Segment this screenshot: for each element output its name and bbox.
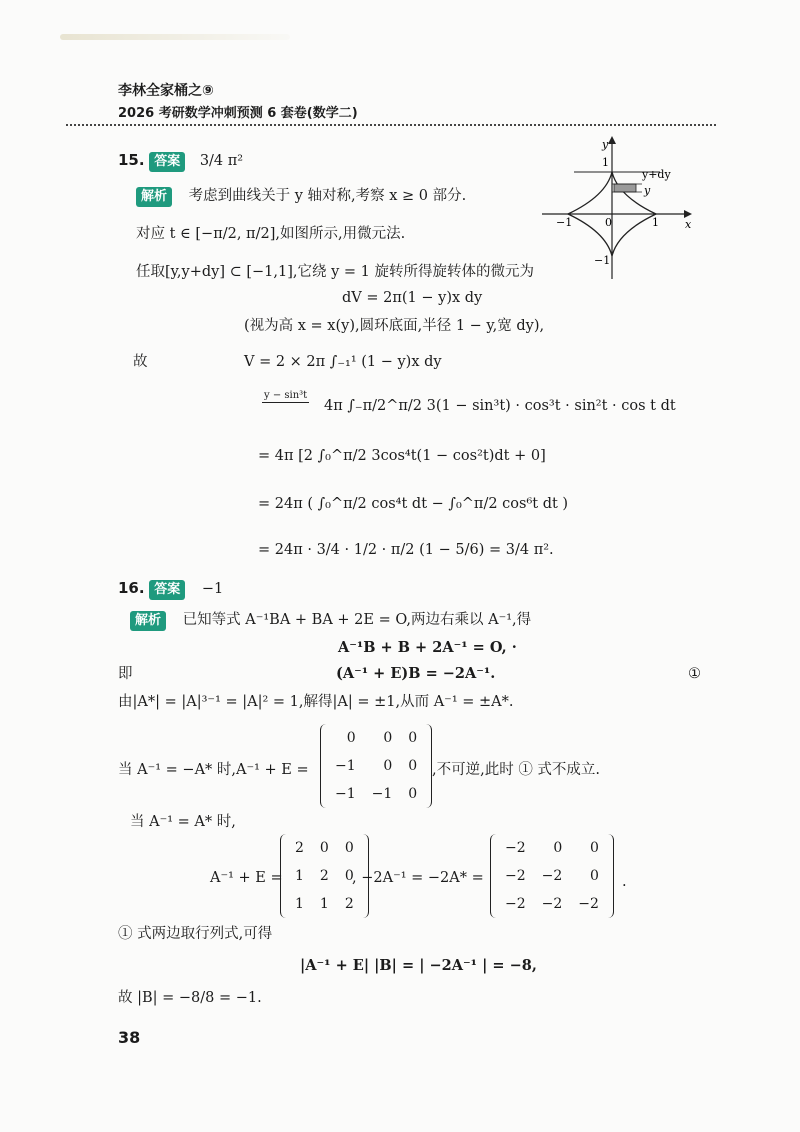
q16-answer-tag: 答案: [149, 580, 185, 600]
q16-answer: −1: [201, 581, 224, 597]
q16-heading: [118, 578, 223, 600]
q16-eq-1: A⁻¹B + B + 2A⁻¹ = O, ·: [338, 639, 517, 656]
q15-heading: [118, 150, 243, 172]
q15-line-3: 任取[y,y+dy] ⊂ [−1,1],它绕 y = 1 旋转所得旋转体的微元为: [136, 264, 535, 280]
strip-element: [614, 184, 636, 192]
tick-one-right: 1: [652, 216, 659, 229]
q16-case-1-left: 当 A⁻¹ = −A* 时,A⁻¹ + E =: [118, 762, 309, 778]
q16-number: 16.: [118, 579, 145, 597]
q15-number: 15.: [118, 151, 145, 169]
q16-line-1: 解析 已知等式 A⁻¹BA + BA + 2E = O,两边右乘以 A⁻¹,得: [130, 610, 531, 631]
header-title: 2026 考研数学冲刺预测 6 套卷(数学二): [118, 106, 358, 121]
scan-edge-decoration: [60, 34, 290, 40]
tick-neg-one-bottom: −1: [594, 254, 611, 267]
q16-eq-marker: ①: [688, 666, 701, 682]
label-axis-x: x: [685, 218, 692, 231]
x-axis-arrow-icon: [684, 210, 692, 218]
tick-neg-one-left: −1: [556, 216, 573, 229]
q16-eq-3-end: .: [622, 874, 627, 890]
label-y-dy: y+dy: [642, 168, 671, 181]
q16-analysis-tag: 解析: [130, 611, 166, 631]
q16-eq-2: (A⁻¹ + E)B = −2A⁻¹.: [336, 665, 496, 682]
q15-eq-4: = 24π ( ∫₀^π/2 cos⁴t dt − ∫₀^π/2 cos⁶t dt ): [258, 496, 569, 512]
q16-case-2: 当 A⁻¹ = A* 时,: [130, 814, 236, 830]
q16-line-2: 由|A*| = |A|³⁻¹ = |A|² = 1,解得|A| = ±1,从而 A⁻¹ = ±A*.: [118, 694, 514, 710]
label-y: y: [644, 184, 651, 197]
q15-figure: [534, 134, 704, 284]
tick-zero: 0: [605, 216, 612, 229]
label-axis-y: y: [602, 138, 609, 151]
q16-eq-3-left: A⁻¹ + E =: [210, 870, 283, 886]
q16-matrix-a: 0 0 0 −1 0 0 −1 −1 0: [320, 724, 432, 808]
q15-formula-dV: dV = 2π(1 − y)x dy: [342, 290, 483, 306]
q16-matrix-b: 2 0 0 1 2 0 1 1 2: [280, 834, 369, 918]
q15-line-1: 解析 考虑到曲线关于 y 轴对称,考察 x ≥ 0 部分.: [136, 186, 466, 207]
q15-therefore: 故: [133, 354, 148, 370]
header-divider: [66, 124, 716, 126]
q15-analysis-tag: 解析: [136, 187, 172, 207]
q15-eq-2: 4π ∫₋π/2^π/2 3(1 − sin³t) · cos³t · sin²t · cos t dt: [324, 398, 676, 414]
y-axis-arrow-icon: [608, 136, 616, 144]
tick-one-top: 1: [602, 156, 609, 169]
q15-eq-5: = 24π · 3/4 · 1/2 · π/2 (1 − 5/6) = 3/4 π².: [258, 542, 554, 558]
q15-eq-3: = 4π [2 ∫₀^π/2 3cos⁴t(1 − cos²t)dt + 0]: [258, 448, 546, 464]
q16-eq-3-mid: , −2A⁻¹ = −2A* =: [352, 870, 484, 886]
q16-conclusion: 故 |B| = −8/8 = −1.: [118, 990, 262, 1006]
q15-eq-1: V = 2 × 2π ∫₋₁¹ (1 − y)x dy: [244, 354, 442, 370]
q16-matrix-c: −2 0 0 −2 −2 0 −2 −2 −2: [490, 834, 614, 918]
q15-answer-tag: 答案: [149, 152, 185, 172]
q15-substitution: y − sin³t: [264, 390, 308, 401]
q16-case-1-right: ,不可逆,此时 ① 式不成立.: [432, 762, 601, 778]
header-series: 李林全家桶之⑨: [118, 83, 214, 99]
q16-namely: 即: [118, 666, 133, 682]
q16-line-3: ① 式两边取行列式,可得: [118, 926, 273, 942]
q15-line-4: (视为高 x = x(y),圆环底面,半径 1 − y,宽 dy),: [244, 318, 545, 334]
q15-answer: 3/4 π²: [199, 153, 244, 169]
page-number: 38: [118, 1028, 141, 1047]
q16-eq-4: |A⁻¹ + E| |B| = | −2A⁻¹ | = −8,: [300, 957, 537, 974]
q15-line-2: 对应 t ∈ [−π/2, π/2],如图所示,用微元法.: [136, 226, 406, 242]
